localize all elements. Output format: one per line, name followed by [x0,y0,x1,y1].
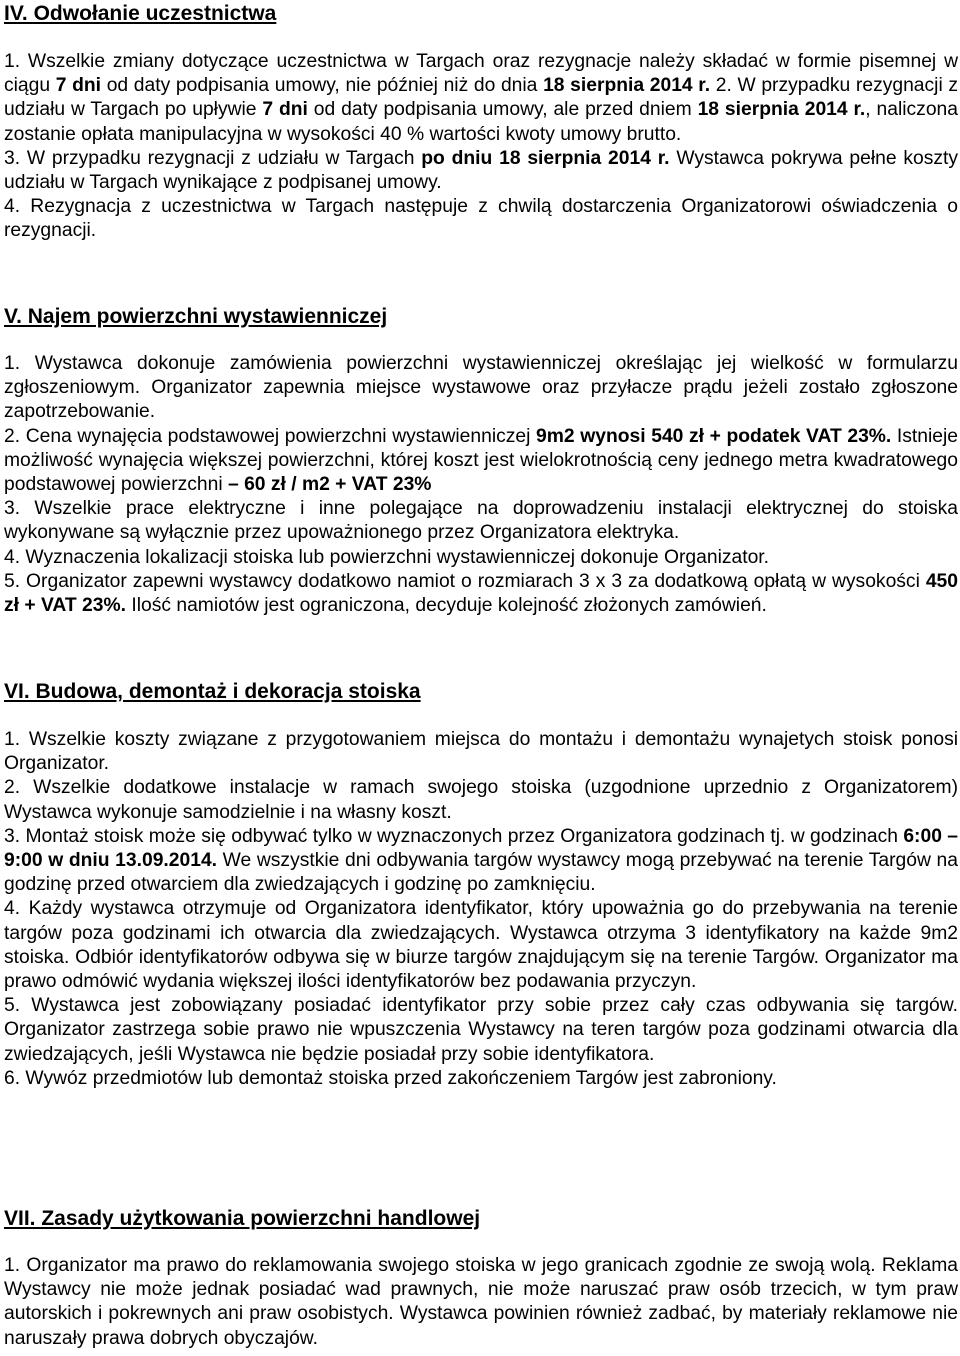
section-heading: VII. Zasady użytkowania powierzchni handlowej [4,1207,481,1230]
section-heading: VI. Budowa, demontaż i dekoracja stoiska [4,680,421,703]
paragraph: 2. Cena wynajęcia podstawowej powierzchni wystawienniczej 9m2 wynosi 540 zł + podatek VAT 23%. Istnieje możliwość wynajęcia większej powierzchni, której koszt jest wielokrotnością ceny jednego metra kwadratowego podstawowej powierzchni – 60 zł / m2 + VAT 23% [4,425,959,496]
paragraph: 1. Organizator ma prawo do reklamowania swojego stoiska w jego granicach zgodnie ze swoją wolą. Reklama Wystawcy nie może jednak posiadać wad prawnych, nie może naruszać praw osób trzecich, w tym praw autorskich i pokrewnych ani praw osobistych. Wystawca powinien również zadbać, by materiały reklamowe nie naruszały prawa dobrych obyczajów. [4,1255,958,1349]
paragraph: 3. Wszelkie prace elektryczne i inne polegające na doprowadzeniu instalacji elektrycznej do stoiska wykonywane są wyłącznie przez upoważnionego przez Organizatora elektryka. [4,498,958,544]
section-body [4,728,958,1091]
paragraph: 1. Wszelkie zmiany dotyczące uczestnictwa w Targach oraz rezygnacje należy składać w formie pisemnej w ciągu 7 dni od daty podpisania umowy, nie później niż do dnia 18 sierpnia 2014 r. [4,51,958,97]
section-body [4,50,958,244]
paragraph: 5. Wystawca jest zobowiązany posiadać identyfikator przy sobie przez cały czas odbywania się targów. Organizator zastrzega sobie prawo nie wpuszczenia Wystawcy na teren targów poza godzinami otwarcia dla zwiedzających, jeśli Wystawca nie będzie posiadał przy sobie identyfikatora. [4,995,958,1065]
section-heading: V. Najem powierzchni wystawienniczej [4,305,388,328]
paragraph: 4. Rezygnacja z uczestnictwa w Targach następuje z chwilą dostarczenia Organizatorowi oświadczenia o rezygnacji. [4,196,958,242]
section-heading: IV. Odwołanie uczestnictwa [4,2,277,25]
paragraph: 1. Wszelkie koszty związane z przygotowaniem miejsca do montażu i demontażu wynajetych stoisk ponosi Organizator. [4,729,958,775]
paragraph: 2. Wszelkie dodatkowe instalacje w ramach swojego stoiska (uzgodnione uprzednio z Organizatorem) Wystawca wykonuje samodzielnie i na własny koszt. [4,777,958,823]
paragraph: 3. Montaż stoisk może się odbywać tylko w wyznaczonych przez Organizatora godzinach tj. w godzinach 6:00 – 9:00 w dniu 13.09.2014. We wszystkie dni odbywania targów wystawcy mogą przebywać na terenie Targów na godzinę przed otwarciem dla zwiedzających i godzinę po zamknięciu. [4,825,959,896]
section-body [4,1254,958,1351]
paragraph: 3. W przypadku rezygnacji z udziału w Targach po dniu 18 sierpnia 2014 r. Wystawca pokrywa pełne koszty udziału w Targach wynikające z podpisanej umowy. [4,147,958,194]
paragraph: 4. Wyznaczenia lokalizacji stoiska lub powierzchni wystawienniczej dokonuje Organizator. [4,546,770,568]
paragraph: 6. Wywóz przedmiotów lub demontaż stoiska przed zakończeniem Targów jest zabroniony. [4,1067,777,1089]
section-body [4,352,958,618]
paragraph: 4. Każdy wystawca otrzymuje od Organizatora identyfikator, który upoważnia go do przebywania na terenie targów poza godzinami ich otwarcia dla zwiedzających. Wystawca otrzyma 3 identyfikatory na każde 9m2 stoiska. Odbiór identyfikatorów odbywa się w biurze targów znajdującym się na terenie Targów. Organizator ma prawo odmówić wydania większej ilości identyfikatorów bez podawania przyczyn. [4,898,958,993]
paragraph: 2. W przypadku rezygnacji z udziału w Targach po upływie 7 dni od daty podpisania umowy, ale przed dniem 18 sierpnia 2014 r., naliczona zostanie opłata manipulacyjna w wysokości 40 % wartości kwoty umowy brutto. [4,75,959,145]
paragraph: 1. Wystawca dokonuje zamówienia powierzchni wystawienniczej określając jej wielkość w formularzu zgłoszeniowym. Organizator zapewnia miejsce wystawowe oraz przyłacze prądu jeżeli zostało zgłoszone zapotrzebowanie. [4,353,958,423]
paragraph: 5. Organizator zapewni wystawcy dodatkowo namiot o rozmiarach 3 x 3 za dodatkową opłatą w wysokości 450 zł + VAT 23%. Ilość namiotów jest ograniczona, decyduje kolejność złożonych zamówień. [4,570,958,617]
